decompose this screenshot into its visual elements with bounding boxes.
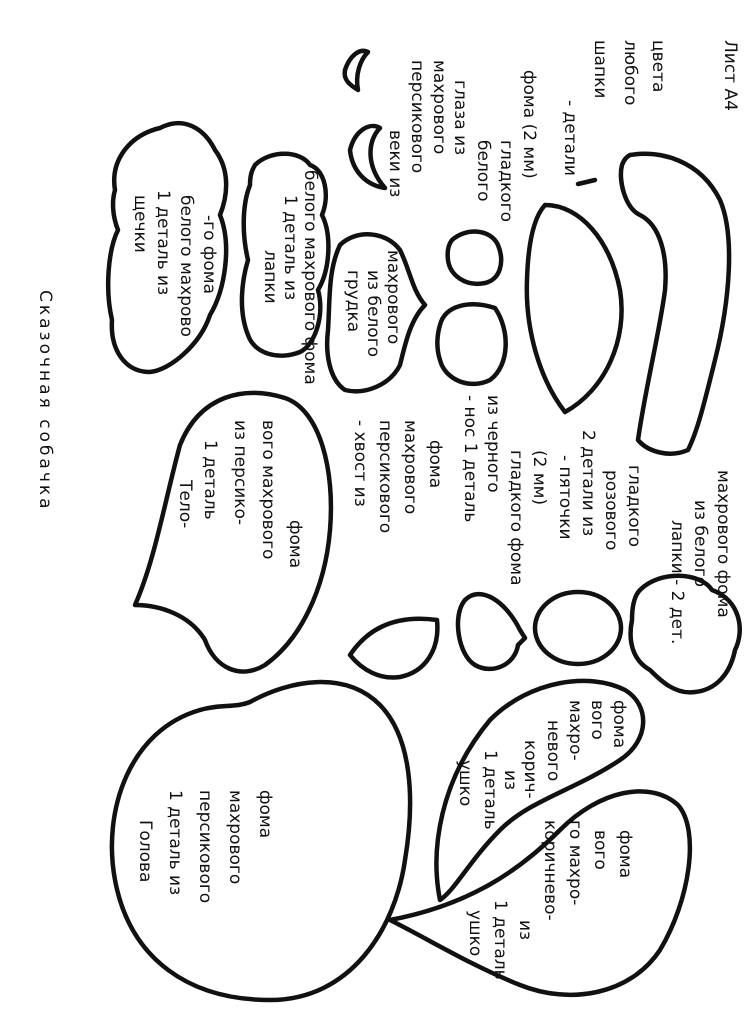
svg-text:персикового: персикового	[375, 420, 395, 534]
eyelids-piece-label	[385, 60, 449, 197]
svg-text:- нос 1 деталь: - нос 1 деталь	[460, 395, 480, 523]
eyelid-bottom-piece-outline	[350, 126, 385, 188]
nose-piece-label	[460, 395, 549, 586]
svg-text:махрового: махрового	[383, 250, 403, 345]
svg-text:из: из	[515, 920, 535, 941]
svg-text:глаза из: глаза из	[450, 80, 470, 156]
svg-text:- хвост из: - хвост из	[350, 420, 370, 507]
head-piece-outline	[112, 682, 410, 1000]
svg-text:невого: невого	[543, 720, 563, 782]
svg-text:1 деталь из: 1 деталь из	[280, 195, 300, 301]
svg-text:1 деталь: 1 деталь	[490, 900, 510, 980]
svg-text:махрового фома: махрового фома	[713, 470, 733, 618]
svg-text:шапки: шапки	[590, 40, 610, 99]
svg-text:персикового: персикового	[195, 790, 215, 904]
hat-leaf-piece-outline	[527, 205, 622, 412]
nose-piece-outline	[458, 594, 525, 669]
svg-text:из черного: из черного	[483, 395, 503, 493]
svg-text:веки из: веки из	[385, 130, 405, 198]
svg-text:вого: вого	[587, 700, 607, 740]
svg-text:корич-: корич-	[520, 740, 540, 799]
ear-big-piece-outline	[390, 791, 690, 994]
svg-text:го махро-: го махро-	[565, 820, 585, 906]
hat-dash	[578, 180, 595, 184]
svg-text:из белого: из белого	[690, 500, 710, 588]
eyelid-top-piece-outline	[345, 51, 368, 90]
svg-text:- детали: - детали	[560, 100, 580, 176]
svg-text:махрового: махрового	[225, 790, 245, 885]
svg-text:фома: фома	[425, 440, 445, 489]
svg-text:лапки: лапки	[260, 250, 280, 304]
eye-small-piece-outline	[448, 232, 501, 284]
svg-text:1 деталь: 1 деталь	[200, 440, 220, 520]
svg-text:гладкого фома: гладкого фома	[506, 450, 526, 586]
svg-text:гладкого: гладкого	[496, 140, 516, 222]
svg-text:-го фома: -го фома	[199, 215, 219, 295]
svg-text:фома: фома	[615, 830, 635, 879]
svg-text:белого махрово: белого махрово	[176, 195, 196, 337]
svg-text:белого: белого	[473, 140, 493, 202]
svg-text:Тело-: Тело-	[175, 480, 195, 529]
svg-text:из: из	[500, 770, 520, 791]
svg-text:2 детали из: 2 детали из	[578, 430, 598, 537]
pads-piece-label	[555, 430, 644, 550]
tail-piece-label	[350, 420, 445, 533]
sheet-title: Сказочная собачка	[35, 290, 55, 512]
svg-text:из белого: из белого	[363, 270, 383, 358]
svg-text:белого махрового фома: белого махрового фома	[300, 170, 320, 385]
svg-text:махро-: махро-	[565, 700, 585, 761]
eyes-piece-label	[450, 70, 539, 222]
svg-text:грудка: грудка	[343, 270, 363, 333]
svg-text:фома: фома	[609, 700, 629, 749]
svg-text:ушко: ушко	[455, 760, 475, 807]
svg-text:из персико-: из персико-	[230, 420, 250, 526]
svg-text:щечки: щечки	[130, 195, 150, 253]
svg-text:махрового: махрового	[429, 60, 449, 155]
svg-text:фома: фома	[255, 790, 275, 839]
svg-text:вого махрового: вого махрового	[258, 420, 278, 560]
svg-text:розового: розового	[601, 470, 621, 551]
svg-text:- пяточки: - пяточки	[555, 455, 575, 540]
svg-text:1 деталь из: 1 деталь из	[153, 190, 173, 296]
svg-text:1 деталь: 1 деталь	[480, 750, 500, 830]
svg-text:персикового: персикового	[407, 60, 427, 174]
svg-text:фома (2 мм): фома (2 мм)	[519, 70, 539, 179]
tail-piece-outline	[350, 619, 437, 678]
svg-text:ушко: ушко	[465, 910, 485, 957]
svg-text:(2 мм): (2 мм)	[529, 450, 549, 506]
svg-text:коричнево-: коричнево-	[540, 820, 560, 921]
svg-text:1 деталь из: 1 деталь из	[165, 790, 185, 896]
hat-strip-piece-outline	[621, 154, 729, 454]
sheet-corner-label: Лист А4	[720, 40, 740, 111]
svg-text:лапки - 2 дет.: лапки - 2 дет.	[667, 520, 687, 645]
svg-text:гладкого: гладкого	[624, 465, 644, 547]
svg-text:цвета: цвета	[648, 40, 668, 93]
svg-text:махрового: махрового	[400, 420, 420, 515]
svg-text:вого: вого	[590, 830, 610, 870]
eye-big-piece-outline	[437, 304, 505, 384]
svg-text:Голова: Голова	[135, 820, 155, 883]
svg-text:фома: фома	[285, 520, 305, 569]
svg-text:любого: любого	[620, 40, 640, 106]
pad-piece-outline	[535, 592, 621, 664]
